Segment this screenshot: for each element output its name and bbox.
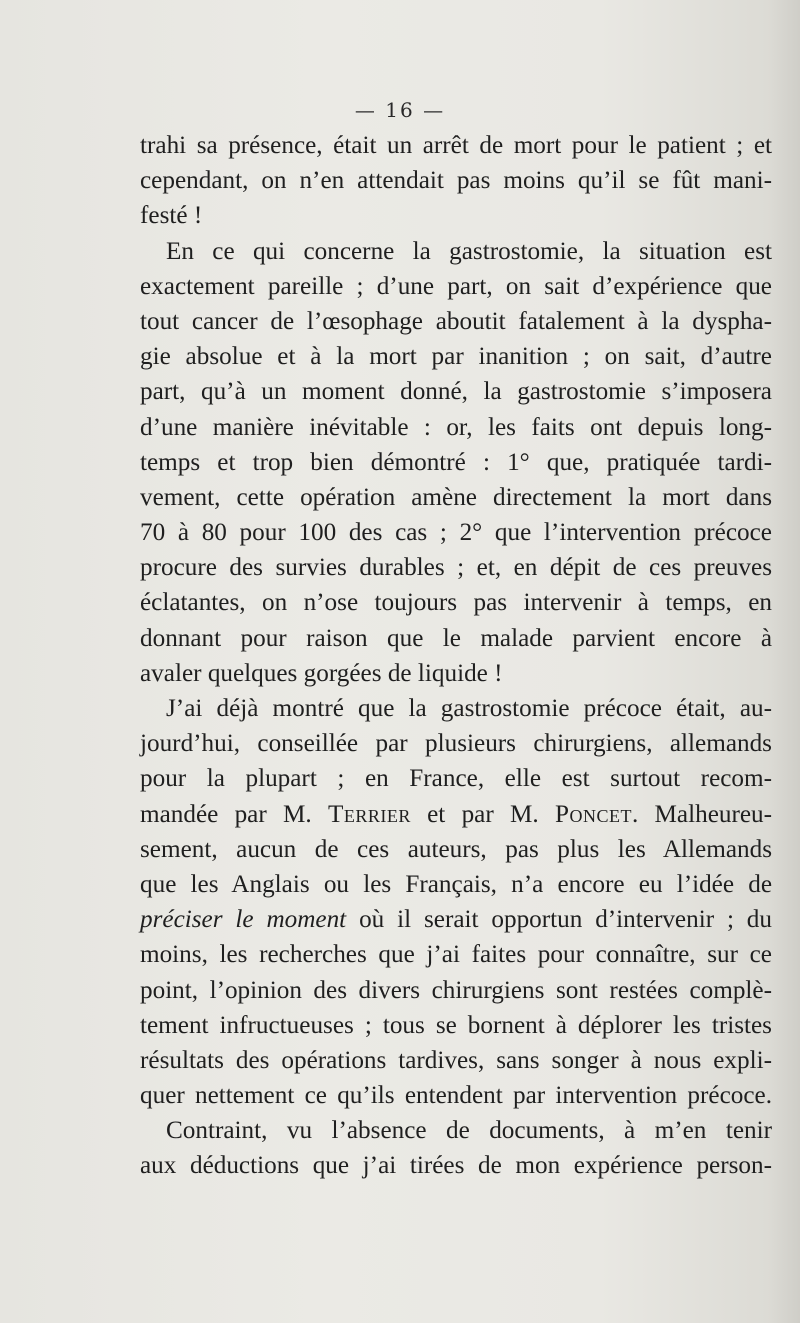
text-line: En ce qui concerne la gastrostomie, la situation est	[166, 237, 772, 265]
text-line	[140, 797, 772, 832]
text-line: tout cancer de l’œsophage aboutit fatalement à la dyspha-	[140, 307, 772, 335]
text-segment: mandée par M.	[140, 800, 312, 828]
text-line: éclatantes, on n’ose toujours pas intervenir à temps, en	[140, 589, 772, 617]
text-segment: . Malheureu-	[631, 800, 773, 828]
text-line: J’ai déjà montré que la gastrostomie précoce était, au-	[166, 695, 772, 722]
text-line: procure des survies durables ; et, en dépit de ces preuves	[140, 554, 772, 582]
text-line: 70 à 80 pour 100 des cas ; 2° que l’intervention précoce	[140, 519, 772, 547]
text-line: d’une manière inévitable : or, les faits ont depuis long-	[140, 413, 772, 441]
body-text	[140, 128, 772, 1184]
text-line: sement, aucun de ces auteurs, pas plus les Allemands	[140, 835, 772, 863]
text-line: cependant, on n’en attendait pas moins qu’il se fût mani-	[140, 167, 772, 195]
text-line: exactement pareille ; d’une part, on sait d’expérience que	[140, 272, 772, 300]
text-segment: et par M.	[427, 800, 539, 828]
text-segment: où il serait opportun d’intervenir ; du	[359, 906, 772, 934]
text-line: quer nettement ce qu’ils entendent par intervention précoce.	[140, 1082, 772, 1110]
text-line: Contraint, vu l’absence de documents, à m’en tenir	[166, 1117, 772, 1145]
text-line	[140, 902, 772, 937]
emphasis-text: préciser le moment	[140, 906, 347, 934]
text-line: gie absolue et à la mort par inanition ; on sait, d’autre	[140, 343, 772, 371]
text-line: temps et trop bien démontré : 1° que, pratiquée tardi-	[140, 448, 772, 476]
text-line: vement, cette opération amène directement la mort dans	[140, 483, 772, 511]
author-name-poncet: Poncet	[554, 800, 632, 828]
text-line: trahi sa présence, était un arrêt de mort pour le patient ; et	[140, 132, 772, 159]
text-line: jourd’hui, conseillée par plusieurs chirurgiens, allemands	[140, 730, 772, 758]
author-name-terrier: Terrier	[327, 800, 411, 828]
text-line: donnant pour raison que le malade parvient encore à	[140, 624, 772, 652]
text-line: festé !	[140, 202, 203, 230]
text-line: que les Anglais ou les Français, n’a encore eu l’idée de	[140, 870, 772, 898]
text-line: pour la plupart ; en France, elle est surtout recom-	[140, 765, 772, 793]
text-line: aux déductions que j’ai tirées de mon expérience person-	[140, 1152, 772, 1180]
text-line: avaler quelques gorgées de liquide !	[140, 659, 503, 687]
page-number: — 16 —	[354, 98, 446, 122]
text-line: résultats des opérations tardives, sans songer à nous expli-	[140, 1046, 772, 1074]
text-line: point, l’opinion des divers chirurgiens sont restées complè-	[140, 976, 772, 1004]
text-line: moins, les recherches que j’ai faites pour connaître, sur ce	[140, 941, 772, 969]
text-line: part, qu’à un moment donné, la gastrostomie s’imposera	[140, 378, 772, 406]
text-line: tement infructueuses ; tous se bornent à déplorer les tristes	[140, 1011, 772, 1039]
